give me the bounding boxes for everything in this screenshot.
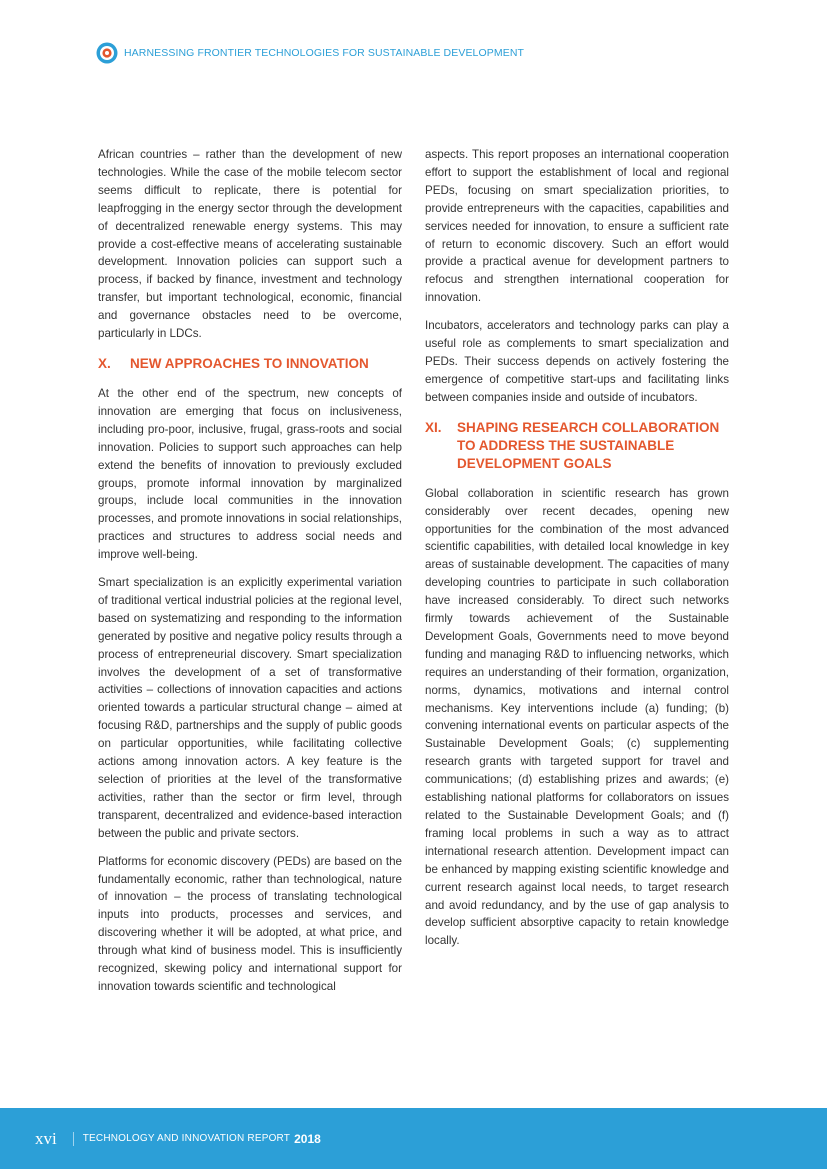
report-logo-icon xyxy=(96,42,118,64)
paragraph: Smart specialization is an explicitly experimental variation of traditional vertical industrial policies at the regional level, based on systematizing and responding to the information generated by positive and negative policy results through a process of entrepreneurial discovery. Smart specialization involves the development of a set of transformative activities – collections of innovation capacities and actions oriented towards a particular structural change – aimed at focusing R&D, partnerships and the supply of public goods on particular opportunities, while facilitating collective actions among innovation actors. A key feature is the selection of priorities at the level of the transformative activities, rather than the sector or firm level, through transparent, decentralized and evidence-based interaction between the public and private sectors. xyxy=(98,576,402,840)
paragraph: Platforms for economic discovery (PEDs) are based on the fundamentally economic, rather than technological, nature of innovation – the process of translating technological inputs into products, processes and services, and discovering whether it will be adopted, at what price, and through what kind of business model. This is insufficiently recognized, skewing policy and international support for innovation towards scientific and technological xyxy=(98,854,402,993)
report-title: TECHNOLOGY AND INNOVATION REPORT xyxy=(82,1133,291,1144)
section-title: SHAPING RESEARCH COLLABORATION TO ADDRESS THE SUSTAINABLE DEVELOPMENT GOALS xyxy=(457,419,720,471)
left-column xyxy=(98,146,402,1006)
section-heading-xi xyxy=(425,419,729,473)
footer-divider xyxy=(73,1132,74,1146)
paragraph: Incubators, accelerators and technology parks can play a useful role as complements to smart specialization and PEDs. Their success depends on actively fostering the emergence of competitive start-ups and facilitating links between companies inside and outside of incubators. xyxy=(425,319,729,404)
paragraph: African countries – rather than the development of new technologies. While the case of the mobile telecom sector seems difficult to replicate, there is potential for leapfrogging in the energy sector through the development of decentralized renewable energy systems. This may provide a cost-effective means of accelerating sustainable development. Innovation policies can support such a process, if backed by finance, investment and technology transfer, but important technological, economic, financial and governance obstacles need to be overcome, particularly in LDCs. xyxy=(98,148,402,341)
section-heading-x xyxy=(98,355,402,373)
header-title: HARNESSING FRONTIER TECHNOLOGIES FOR SUSTAINABLE DEVELOPMENT xyxy=(124,47,525,59)
section-number: X. xyxy=(98,355,111,371)
report-year: 2018 xyxy=(294,1131,321,1146)
section-number: XI. xyxy=(425,419,442,435)
section-title: NEW APPROACHES TO INNOVATION xyxy=(130,355,369,371)
paragraph: Global collaboration in scientific research has grown considerably over recent decades, opening new opportunities for the combination of the most advanced scientific capabilities, with detailed local knowledge in key areas of sustainable development. The capacities of many developing countries to participate in such collaboration have increased considerably. To direct such networks firmly towards achievement of the Sustainable Development Goals, Governments need to move beyond funding and managing R&D to influencing networks, which requires an understanding of their formation, organization, norms, dynamics, motivations and internal control mechanisms. Key interventions include (a) funding; (b) convening international events on particular aspects of the Sustainable Development Goals; (c) supplementing research grants with targeted support for travel and communications; (d) establishing prizes and awards; (e) establishing national platforms for collaborators on issues related to the Sustainable Development Goals; and (f) framing local problems in such a way as to attract international research attention. Development impact can be enhanced by mapping existing scientific knowledge and current research against local needs, to target research and avoid redundancy, and by the use of gap analysis to develop sufficient absorptive capacity to retain knowledge locally. xyxy=(425,486,729,948)
running-header xyxy=(96,41,524,65)
right-column xyxy=(425,146,729,960)
footer-band xyxy=(0,1108,827,1169)
paragraph: aspects. This report proposes an international cooperation effort to support the establishment of local and regional PEDs, focusing on smart specialization priorities, to provide entrepreneurs with the capacities, capabilities and services needed for innovation, to ensure a sufficient rate of return to economic discovery. Such an effort would provide a practical avenue for development partners to refocus and strengthen international cooperation for innovation. xyxy=(425,148,729,305)
page-number: xvi xyxy=(35,1128,57,1148)
paragraph: At the other end of the spectrum, new concepts of innovation are emerging that focus on inclusiveness, including pro-poor, inclusive, frugal, grass-roots and social innovation. Policies to support such approaches can help extend the benefits of innovation to previously excluded groups, promote informal innovation by marginalized groups, include local communities in the innovation processes, and promote innovations in social relationships, practices and structures to address social needs and improve well-being. xyxy=(98,386,402,562)
